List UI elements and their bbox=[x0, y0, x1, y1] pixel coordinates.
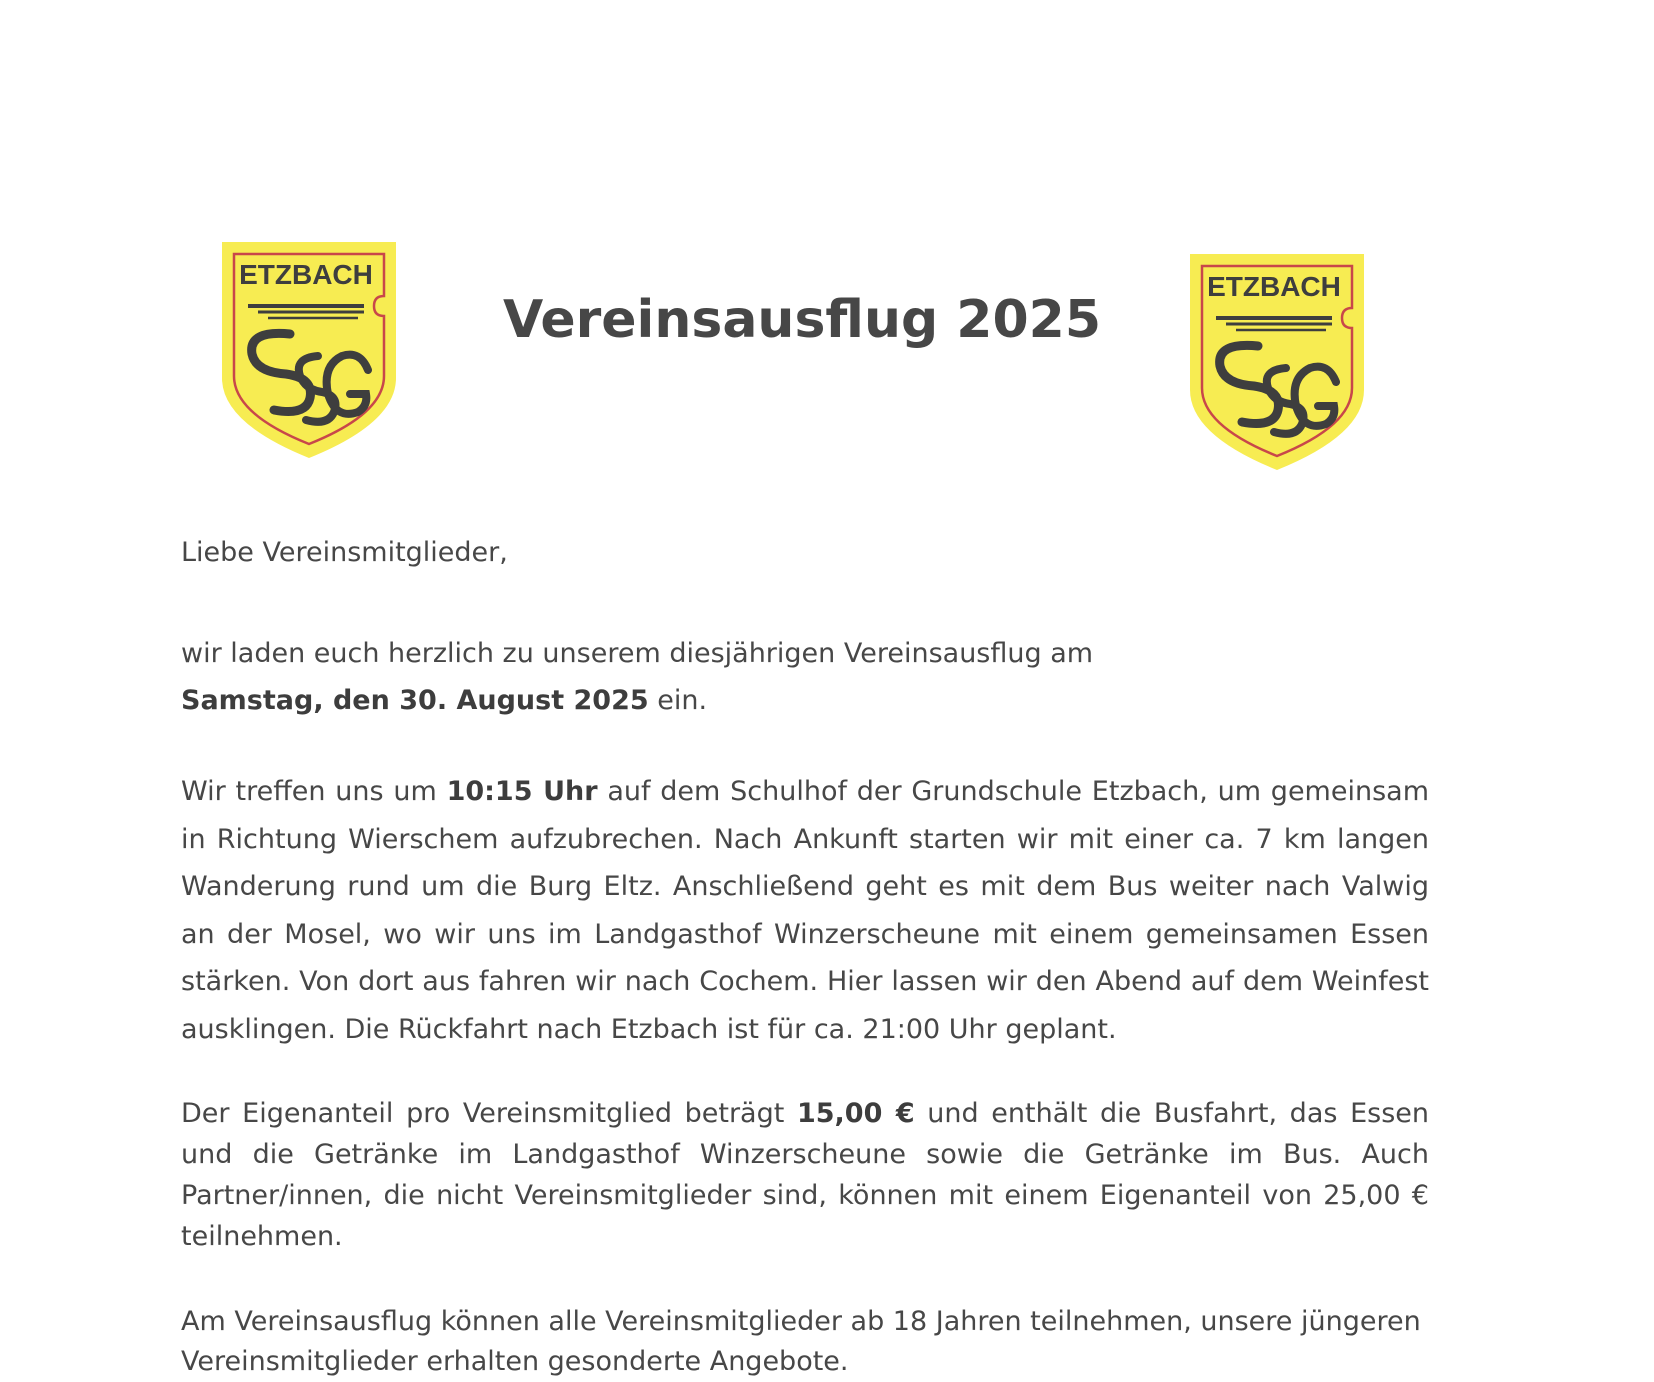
page-title: Vereinsausflug 2025 bbox=[502, 290, 1102, 350]
invitation-line-1: wir laden euch herzlich zu unserem diesjährigen Vereinsausflug am bbox=[181, 638, 1094, 669]
cost-paragraph bbox=[181, 1093, 1429, 1257]
cost-post: und enthält die Busfahrt, das Essen und die Getränke im Landgasthof Winzerscheune sowie die Getränke im Bus. Auch Partner/innen, die nicht Vereinsmitglieder sind, können mit einem Eigenanteil von 25,00 € teilnehmen. bbox=[181, 1098, 1429, 1252]
invitation-line-2-rest: ein. bbox=[648, 685, 708, 716]
meeting-time: 10:15 Uhr bbox=[446, 776, 598, 807]
club-crest-icon bbox=[1186, 250, 1368, 474]
club-logo-left bbox=[218, 238, 400, 462]
member-price: 15,00 € bbox=[796, 1098, 915, 1129]
eligibility-paragraph: Am Vereinsausflug können alle Vereinsmitglieder ab 18 Jahren teilnehmen, unsere jüngeren Vereinsmitglieder erhalten gesonderte Angebote. bbox=[181, 1306, 1421, 1377]
event-date: Samstag, den 30. August 2025 bbox=[181, 685, 649, 716]
itinerary-post: auf dem Schulhof der Grundschule Etzbach, um gemeinsam in Richtung Wierschem aufzubrechen. Nach Ankunft starten wir mit einer ca. 7 km langen Wanderung rund um die Burg Eltz. Anschließend geht es mit dem Bus weiter nach Valwig an der Mosel, wo wir uns im Landgasthof Winzerscheune mit einem gemeinsamen Essen stärken. Von dort aus fahren wir nach Cochem. Hier lassen wir den Abend auf dem Weinfest ausklingen. Die Rückfahrt nach Etzbach ist für ca. 21:00 Uhr geplant. bbox=[181, 776, 1429, 1045]
logo-text: ETZBACH bbox=[1207, 271, 1341, 302]
greeting: Liebe Vereinsmitglieder, bbox=[181, 537, 508, 568]
invitation-line-2 bbox=[181, 677, 1429, 724]
invitation-text bbox=[181, 630, 1429, 724]
cost-pre: Der Eigenanteil pro Vereinsmitglied beträgt bbox=[181, 1098, 797, 1129]
itinerary-paragraph bbox=[181, 768, 1429, 1053]
logo-text: ETZBACH bbox=[239, 259, 373, 290]
itinerary-pre: Wir treffen uns um bbox=[181, 776, 447, 807]
club-crest-icon bbox=[218, 238, 400, 462]
club-logo-right bbox=[1186, 250, 1368, 474]
